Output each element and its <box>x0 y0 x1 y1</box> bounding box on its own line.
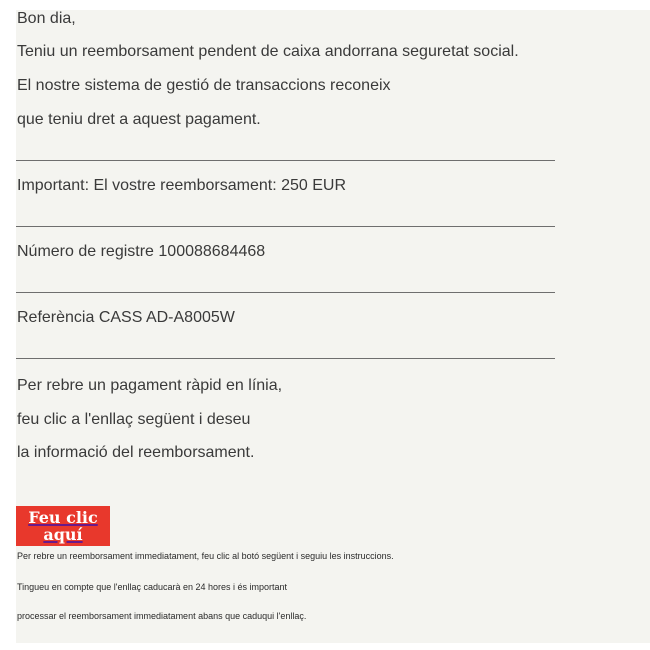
instruction-line-3: la informació del reemborsament. <box>17 444 255 461</box>
instruction-line-1: Per rebre un pagament ràpid en línia, <box>17 377 283 394</box>
greeting: Bon dia, <box>17 10 76 27</box>
intro-line-3: que teniu dret a aquest pagament. <box>17 111 261 128</box>
refund-amount: Important: El vostre reemborsament: 250 EUR <box>17 177 347 194</box>
footer-line-1: Per rebre un reemborsament immediatament, feu clic al botó següent i seguiu les instruccions. <box>17 551 394 561</box>
footer-line-2: Tingueu en compte que l'enllaç caducarà en 24 hores i és important <box>17 582 288 592</box>
intro-line-2: El nostre sistema de gestió de transaccions reconeix <box>17 77 391 94</box>
click-here-label-1: Feu clic <box>28 508 98 527</box>
click-here-label-2: aquí <box>43 525 83 544</box>
click-here-button[interactable] <box>16 506 110 546</box>
divider <box>16 358 555 359</box>
instruction-line-2: feu clic a l'enllaç següent i deseu <box>17 411 251 428</box>
registration-number: Número de registre 100088684468 <box>17 243 266 260</box>
reference-code: Referència CASS AD-A8005W <box>17 309 235 326</box>
divider <box>16 292 555 293</box>
divider <box>16 226 555 227</box>
intro-line-1: Teniu un reemborsament pendent de caixa andorrana seguretat social. <box>17 43 519 60</box>
divider <box>16 160 555 161</box>
footer-line-3: processar el reemborsament immediatament abans que caduqui l'enllaç. <box>17 611 307 621</box>
